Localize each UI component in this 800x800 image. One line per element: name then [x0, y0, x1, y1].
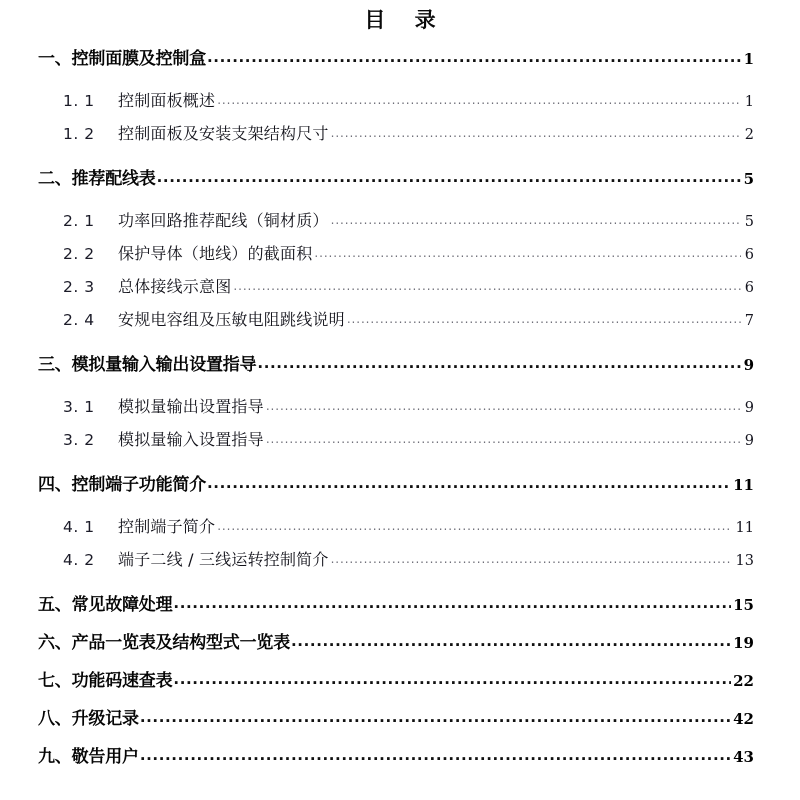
- toc-entry-page-number: 13: [735, 553, 754, 569]
- toc-dot-leader: [314, 243, 740, 259]
- toc-entry-label: 五、常见故障处理: [38, 595, 173, 615]
- toc-dot-leader: [291, 631, 731, 648]
- toc-entry-number: 3. 2: [63, 431, 95, 449]
- toc-dot-leader: [157, 167, 742, 184]
- toc-entry-page-number: 1: [744, 94, 754, 110]
- toc-entry-number: 4. 1: [63, 518, 95, 536]
- toc-entry-page-number: 2: [744, 127, 754, 143]
- toc-entry-section[interactable]: [0, 704, 800, 742]
- toc-dot-leader: [173, 593, 731, 610]
- toc-entry-label: 七、功能码速查表: [38, 671, 173, 691]
- group-spacer: [0, 340, 800, 350]
- toc-dot-leader: [331, 123, 741, 139]
- toc-entry-label: 保护导体（地线）的截面积: [118, 244, 313, 263]
- toc-dot-leader: [207, 473, 731, 490]
- toc-entry-page-number: 1: [743, 50, 754, 68]
- toc-entry-page-number: 43: [733, 748, 754, 766]
- toc-entry-subsection[interactable]: [0, 241, 800, 274]
- toc-entry-page-number: 5: [743, 170, 754, 188]
- toc-entry-number: 1. 2: [63, 125, 95, 143]
- toc-entry-section[interactable]: [0, 470, 800, 508]
- toc-entry-label: 一、控制面膜及控制盒: [38, 49, 206, 69]
- toc-entry-page-number: 9: [744, 433, 754, 449]
- toc-entry-subsection[interactable]: [0, 394, 800, 427]
- toc-entry-label: 六、产品一览表及结构型式一览表: [38, 633, 290, 653]
- toc-entry-subsection[interactable]: [0, 121, 800, 154]
- toc-dot-leader: [266, 429, 741, 445]
- toc-entry-label: 模拟量输出设置指导: [118, 397, 264, 416]
- toc-entry-subsection[interactable]: [0, 514, 800, 547]
- toc-dot-leader: [233, 276, 740, 292]
- toc-entry-page-number: 19: [733, 634, 754, 652]
- toc-dot-leader: [257, 353, 741, 370]
- toc-entry-page-number: 9: [743, 356, 754, 374]
- toc-entry-number: 1. 1: [63, 92, 95, 110]
- toc-entry-subsection[interactable]: [0, 307, 800, 340]
- toc-entry-number: 4. 2: [63, 551, 95, 569]
- toc-dot-leader: [331, 549, 732, 565]
- toc-entry-page-number: 42: [733, 710, 754, 728]
- toc-entry-label: 功率回路推荐配线（铜材质）: [118, 211, 329, 230]
- toc-dot-leader: [347, 309, 741, 325]
- toc-entry-page-number: 5: [744, 214, 754, 230]
- toc-entry-label: 四、控制端子功能简介: [38, 475, 206, 495]
- toc-entry-page-number: 6: [744, 280, 754, 296]
- toc-dot-leader: [140, 745, 731, 762]
- page-title: 目 录: [364, 8, 436, 32]
- toc-entry-label: 九、敬告用户: [38, 747, 139, 767]
- toc-entry-section[interactable]: [0, 44, 800, 82]
- toc-entry-page-number: 7: [744, 313, 754, 329]
- toc-list: [0, 44, 800, 780]
- group-spacer: [0, 580, 800, 590]
- toc-entry-label: 八、升级记录: [38, 709, 139, 729]
- toc-entry-number: 2. 4: [63, 311, 95, 329]
- toc-entry-label: 控制端子简介: [118, 517, 216, 536]
- toc-entry-label: 控制面板及安装支架结构尺寸: [118, 124, 329, 143]
- toc-dot-leader: [217, 516, 731, 532]
- toc-dot-leader: [207, 47, 742, 64]
- toc-dot-leader: [140, 707, 731, 724]
- toc-entry-label: 总体接线示意图: [118, 277, 232, 296]
- toc-dot-leader: [217, 90, 741, 106]
- toc-entry-page-number: 22: [733, 672, 754, 690]
- toc-dot-leader: [331, 210, 741, 226]
- toc-entry-number: 2. 1: [63, 212, 95, 230]
- toc-entry-label: 二、推荐配线表: [38, 169, 156, 189]
- toc-entry-subsection[interactable]: [0, 427, 800, 460]
- toc-entry-subsection[interactable]: [0, 547, 800, 580]
- toc-entry-page-number: 9: [744, 400, 754, 416]
- toc-entry-subsection[interactable]: [0, 88, 800, 121]
- group-spacer: [0, 460, 800, 470]
- toc-entry-page-number: 11: [733, 476, 754, 494]
- toc-dot-leader: [266, 396, 741, 412]
- toc-entry-section[interactable]: [0, 350, 800, 388]
- toc-entry-page-number: 15: [733, 596, 754, 614]
- toc-entry-number: 2. 2: [63, 245, 95, 263]
- toc-entry-section[interactable]: [0, 742, 800, 780]
- toc-entry-number: 2. 3: [63, 278, 95, 296]
- toc-entry-subsection[interactable]: [0, 274, 800, 307]
- toc-entry-page-number: 11: [735, 520, 754, 536]
- toc-entry-label: 端子二线 / 三线运转控制简介: [118, 550, 329, 569]
- toc-entry-subsection[interactable]: [0, 208, 800, 241]
- toc-entry-section[interactable]: [0, 628, 800, 666]
- toc-entry-label: 三、模拟量输入输出设置指导: [38, 355, 257, 375]
- group-spacer: [0, 154, 800, 164]
- toc-entry-section[interactable]: [0, 590, 800, 628]
- toc-entry-number: 3. 1: [63, 398, 95, 416]
- toc-entry-section[interactable]: [0, 164, 800, 202]
- toc-dot-leader: [173, 669, 731, 686]
- toc-entry-section[interactable]: [0, 666, 800, 704]
- toc-entry-label: 模拟量输入设置指导: [118, 430, 264, 449]
- toc-entry-page-number: 6: [744, 247, 754, 263]
- toc-entry-label: 安规电容组及压敏电阻跳线说明: [118, 310, 345, 329]
- toc-entry-label: 控制面板概述: [118, 91, 216, 110]
